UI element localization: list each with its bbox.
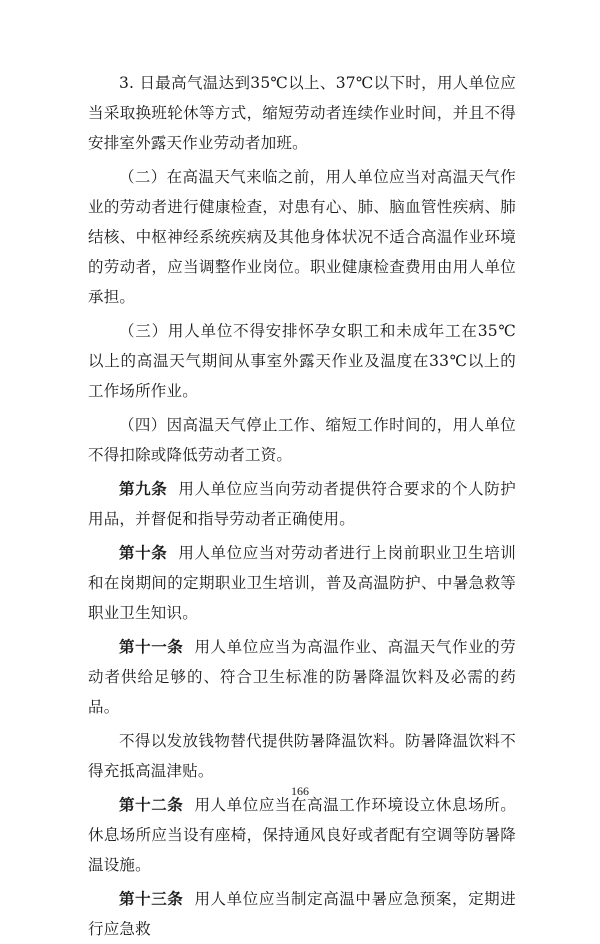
paragraph-text: （四）因高温天气停止工作、缩短工作时间的，用人单位不得扣除或降低劳动者工资。	[88, 416, 516, 464]
paragraph-text: （二）在高温天气来临之前，用人单位应当对高温天气作业的劳动者进行健康检查，对患有心、肺、脑血管性疾病、肺结核、中枢神经系统疾病及其他身体状况不适合高温作业环境的劳动者，应当调整作业岗位。职业健康检查费用由用人单位承担。	[88, 168, 516, 306]
paragraph-text: 不得以发放钱物替代提供防暑降温饮料。防暑降温饮料不得充抵高温津贴。	[88, 732, 516, 780]
paragraph-3	[88, 316, 516, 406]
paragraph-text: 用人单位应当为高温作业、高温天气作业的劳动者供给足够的、符合卫生标准的防暑降温饮料及必需的药品。	[88, 638, 516, 716]
paragraph-text: 用人单位应当在高温工作环境设立休息场所。休息场所应当设有座椅，保持通风良好或者配有空调等防暑降温设施。	[88, 796, 516, 874]
article-label: 第十二条	[119, 795, 184, 814]
article-label: 第十三条	[119, 889, 184, 908]
article-12	[88, 790, 516, 880]
body-text	[88, 68, 516, 944]
article-11	[88, 632, 516, 722]
article-10	[88, 538, 516, 628]
article-13	[88, 884, 516, 944]
article-label: 第十条	[119, 543, 168, 562]
paragraph-1	[88, 68, 516, 158]
article-9	[88, 474, 516, 534]
article-label: 第十一条	[119, 637, 184, 656]
paragraph-8	[88, 726, 516, 786]
paragraph-text: 3. 日最高气温达到35℃以上、37℃以下时，用人单位应当采取换班轮休等方式，缩短劳动者连续作业时间，并且不得安排室外露天作业劳动者加班。	[88, 74, 516, 152]
article-label: 第九条	[119, 479, 168, 498]
paragraph-text: 用人单位应当制定高温中暑应急预案，定期进行应急救	[88, 890, 516, 938]
paragraph-4	[88, 410, 516, 470]
paragraph-text: （三）用人单位不得安排怀孕女职工和未成年工在35℃以上的高温天气期间从事室外露天作业及温度在33℃以上的工作场所作业。	[88, 322, 516, 400]
page-number: 166	[291, 784, 309, 798]
paragraph-text: 用人单位应当向劳动者提供符合要求的个人防护用品，并督促和指导劳动者正确使用。	[88, 480, 516, 528]
paragraph-2	[88, 162, 516, 312]
paragraph-text: 用人单位应当对劳动者进行上岗前职业卫生培训和在岗期间的定期职业卫生培训，普及高温防护、中暑急救等职业卫生知识。	[88, 544, 516, 622]
